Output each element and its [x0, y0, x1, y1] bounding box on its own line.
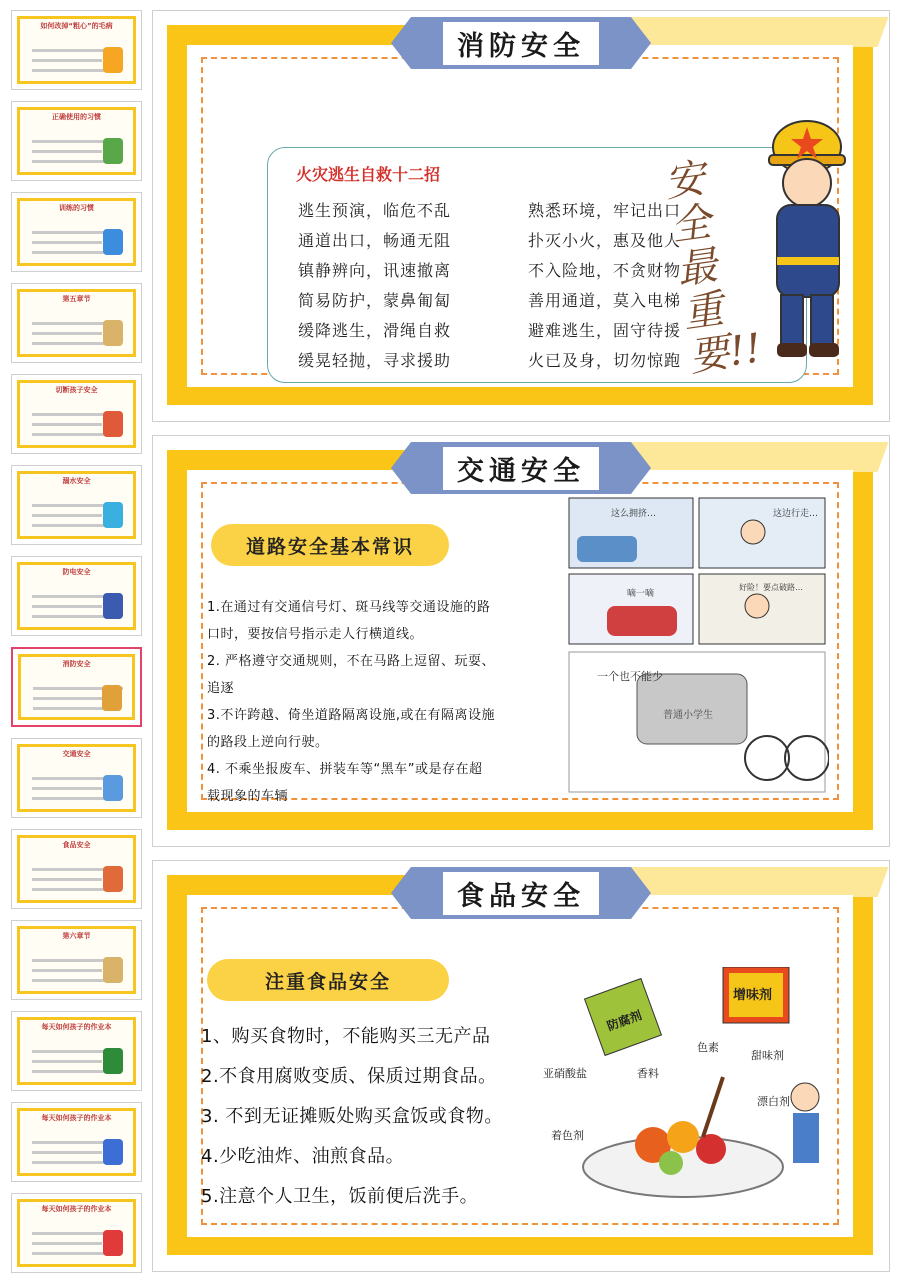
- slide-thumbnail[interactable]: [11, 192, 142, 272]
- thumbnail-title: 食品安全: [62, 841, 91, 849]
- title-banner: [411, 867, 631, 919]
- rule-line: 4. 不乘坐报废车、拼装车等“黑车”或是存在超: [207, 762, 483, 777]
- slide-title: 交通安全: [443, 447, 599, 490]
- additive-label: 着色剂: [551, 1129, 584, 1142]
- thumbnail-title: 消防安全: [62, 660, 91, 668]
- thumbnail-title: 防电安全: [62, 568, 91, 576]
- food-rules-text: [201, 1017, 503, 1217]
- slide-thumbnail[interactable]: [11, 10, 142, 90]
- rule-line: 3. 不到无证摊贩处购买盒饭或食物。: [201, 1106, 503, 1127]
- tip: 简易防护，蒙鼻匍匐: [298, 291, 452, 310]
- slide-thumbnail-selected[interactable]: [11, 647, 142, 727]
- rule-line: 2.不食用腐败变质、保质过期食品。: [201, 1066, 497, 1087]
- slide-thumbnail[interactable]: [11, 465, 142, 545]
- additive-label: 亚硝酸盐: [543, 1067, 587, 1080]
- rule-line: 口时，要按信号指示走人行横道线。: [207, 627, 424, 642]
- section-pill: 注重食品安全: [207, 959, 449, 1001]
- thumbnail-title: 如何改掉“粗心”的毛病: [40, 22, 113, 30]
- tip: 缓降逃生，滑绳自救: [298, 321, 452, 340]
- comic-bubble: 这边行走…: [773, 509, 819, 519]
- safety-slogan: 安全最重要!!: [661, 155, 765, 381]
- food-additives-illustration: [543, 967, 833, 1217]
- slide-thumbnail[interactable]: [11, 738, 142, 818]
- title-banner: [411, 17, 631, 69]
- escape-tips-grid: [298, 198, 728, 370]
- slide-thumbnail[interactable]: [11, 829, 142, 909]
- slide-thumbnail-rail: [0, 0, 150, 1286]
- additive-label: 香料: [637, 1067, 659, 1080]
- thumbnail-title: 正确使用的习惯: [52, 113, 101, 121]
- tip: 镇静辨向，讯速撤离: [298, 261, 452, 280]
- additive-label: 增味剂: [733, 988, 773, 1003]
- additive-label: 甜味剂: [751, 1049, 784, 1062]
- rule-line: 3.不许跨越、倚坐道路隔离设施,或在有隔离设施: [207, 708, 496, 723]
- thumbnail-title: 训练的习惯: [59, 204, 94, 212]
- additive-label: 防腐剂: [605, 1008, 644, 1034]
- rule-line: 的路段上逆向行驶。: [207, 735, 329, 750]
- rule-line: 4.少吃油炸、油煎食品。: [201, 1146, 405, 1167]
- tip: 火已及身，切勿惊跑: [528, 351, 682, 370]
- tip: 通道出口，畅通无阻: [298, 231, 452, 250]
- yellow-frame: [167, 25, 873, 405]
- thumbnail-title: 第六章节: [62, 932, 91, 940]
- rule-line: 1.在通过有交通信号灯、斑马线等交通设施的路: [207, 600, 491, 615]
- slide-fire-safety[interactable]: [152, 10, 890, 422]
- traffic-comic-illustration: [567, 496, 829, 796]
- thumbnail-title: 交通安全: [62, 750, 91, 758]
- title-banner: [411, 442, 631, 494]
- tip: 不入险地，不贪财物: [528, 261, 682, 280]
- rule-line: 载现象的车辆: [207, 789, 289, 804]
- thumbnail-title: 切断孩子安全: [55, 386, 98, 394]
- tip: 熟悉环境，牢记出口: [528, 201, 682, 220]
- slide-title: 食品安全: [443, 872, 599, 915]
- escape-tips-heading: 火灾逃生自救十二招: [296, 165, 441, 184]
- firefighter-illustration: [747, 107, 857, 367]
- slide-thumbnail[interactable]: [11, 920, 142, 1000]
- thumbnail-title: 溺水安全: [62, 477, 91, 485]
- comic-bubble: 嘀一嘀: [627, 589, 655, 599]
- additive-label: 漂白剂: [757, 1095, 790, 1108]
- section-pill: 道路安全基本常识: [211, 524, 449, 566]
- slide-thumbnail[interactable]: [11, 283, 142, 363]
- rule-line: 1、购买食物时，不能购买三无产品: [201, 1026, 491, 1047]
- traffic-rules-text: [207, 594, 495, 810]
- rule-line: 2. 严格遵守交通规则，不在马路上逗留、玩耍、: [207, 654, 496, 669]
- slide-thumbnail[interactable]: [11, 101, 142, 181]
- slide-food-safety[interactable]: [152, 860, 890, 1272]
- thumbnail-title: 每天如何孩子的作业本: [41, 1114, 112, 1122]
- comic-bubble: 这么拥挤…: [611, 509, 657, 519]
- slide-title: 消防安全: [443, 22, 599, 65]
- thumbnail-title: 每天如何孩子的作业本: [41, 1023, 112, 1031]
- slide-thumbnail[interactable]: [11, 1193, 142, 1273]
- thumbnail-title: 第五章节: [62, 295, 91, 303]
- tip: 扑灭小火，惠及他人: [528, 231, 682, 250]
- rule-line: 追逐: [207, 681, 235, 696]
- slide-thumbnail[interactable]: [11, 374, 142, 454]
- tip: 逃生预演，临危不乱: [298, 201, 452, 220]
- comic-bubble: 好险！要点破路…: [739, 583, 803, 592]
- yellow-frame: [167, 450, 873, 830]
- yellow-frame: [167, 875, 873, 1255]
- thumbnail-title: 每天如何孩子的作业本: [41, 1205, 112, 1213]
- rule-line: 5.注意个人卫生，饭前便后洗手。: [201, 1186, 479, 1207]
- van-label: 普通小学生: [663, 710, 713, 721]
- slide-thumbnail[interactable]: [11, 1011, 142, 1091]
- tip: 善用通道，莫入电梯: [528, 291, 682, 310]
- comic-caption: 一个也不能少: [597, 670, 663, 683]
- slide-thumbnail[interactable]: [11, 1102, 142, 1182]
- tip: 缓晃轻抛，寻求援助: [298, 351, 452, 370]
- tip: 避难逃生，固守待援: [528, 321, 682, 340]
- slide-thumbnail[interactable]: [11, 556, 142, 636]
- additive-label: 色素: [697, 1041, 719, 1054]
- slide-traffic-safety[interactable]: [152, 435, 890, 847]
